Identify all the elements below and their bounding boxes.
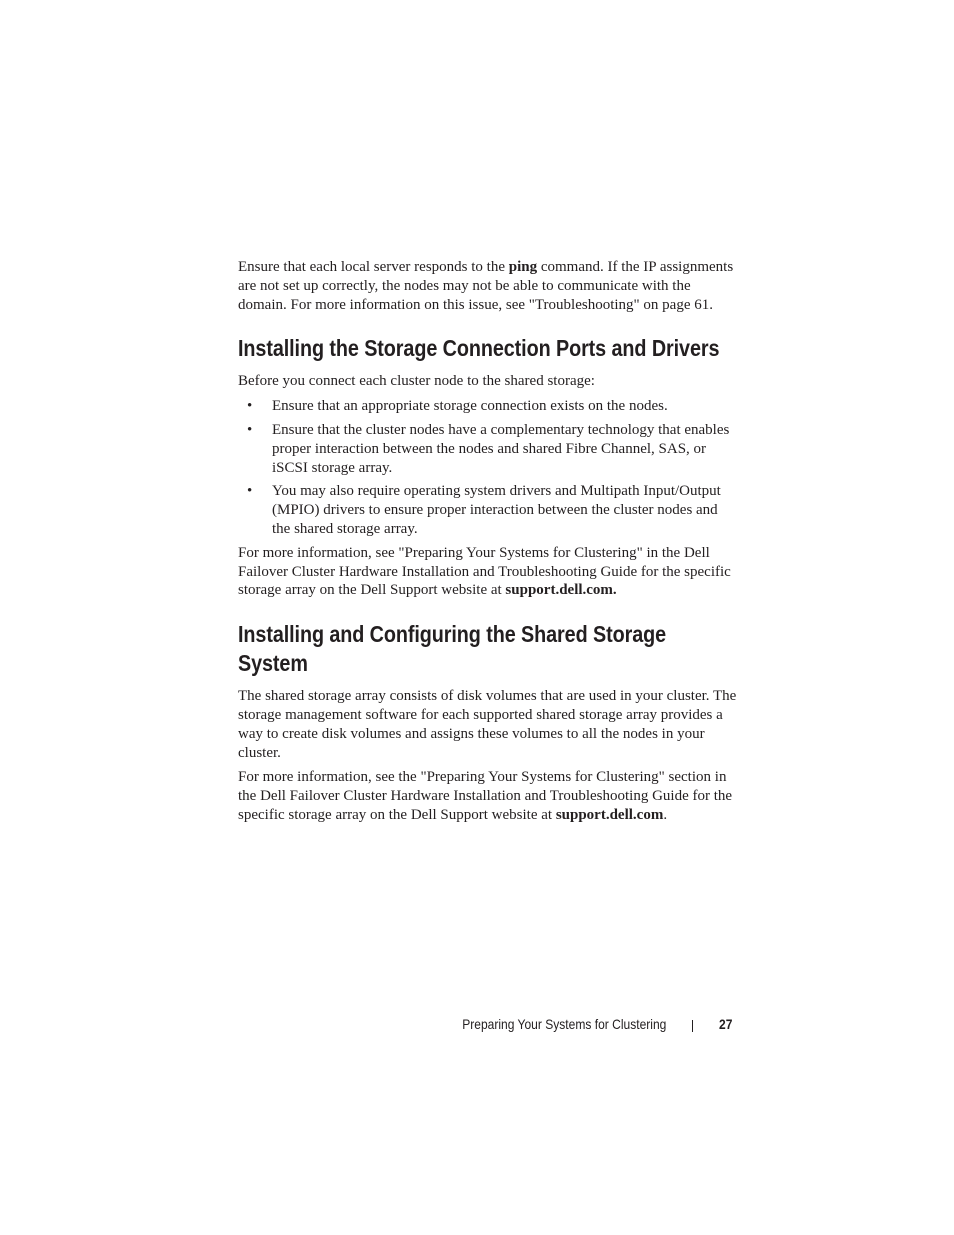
bullet-icon: • (247, 421, 253, 438)
more-info-text: For more information, see "Preparing Your Systems for Clustering" in the Dell Failover Cluster Hardware Installation and Troubleshooting Guide for the specific storage array on the Dell Support website at (238, 544, 731, 599)
section1-more-info (238, 544, 738, 600)
footer-divider (692, 1020, 693, 1032)
page-number: 27 (719, 1016, 733, 1032)
bullet-icon: • (247, 398, 253, 415)
page-content (238, 258, 738, 831)
section1-lead: Before you connect each cluster node to the shared storage: (238, 373, 595, 390)
page-footer (0, 1015, 954, 1035)
section-heading-shared-storage: Installing and Configuring the Shared Storage System (238, 621, 667, 677)
requirements-list (238, 397, 738, 539)
support-link[interactable]: support.dell.com. (505, 582, 617, 599)
list-item-text: Ensure that an appropriate storage connection exists on the nodes. (272, 398, 668, 415)
ping-command: ping (508, 259, 538, 275)
list-item-text: Ensure that the cluster nodes have a complementary technology that enables proper interaction between the nodes and shared Fibre Channel, SAS, or iSCSI storage array. (272, 421, 730, 476)
list-item (238, 397, 738, 416)
list-item-text: You may also require operating system drivers and Multipath Input/Output (MPIO) drivers to ensure proper interaction between the cluster nodes and the shared storage array. (272, 483, 721, 537)
list-item (238, 421, 738, 477)
bullet-icon: • (247, 483, 253, 500)
section-heading-storage-ports: Installing the Storage Connection Ports and Drivers (238, 335, 720, 362)
section2-paragraph: The shared storage array consists of disk volumes that are used in your cluster. The storage management software for each supported shared storage array provides a way to create disk volumes and assigns these volumes to all the nodes in your cluster. (238, 688, 737, 761)
intro-text-continued: command. If the IP assignments are not set up correctly, the nodes may not be able to communicate with the domain. For more information on this issue, see "Troubleshooting" on page 61. (238, 259, 734, 313)
intro-paragraph (238, 258, 738, 314)
support-link[interactable]: support.dell.com (555, 806, 664, 823)
intro-text: Ensure that each local server responds to the (238, 259, 509, 275)
footer-chapter-title: Preparing Your Systems for Clustering (461, 1016, 666, 1032)
list-item (238, 482, 738, 538)
section2-more-info (238, 768, 738, 824)
more-info-text: For more information, see the "Preparing Your Systems for Clustering" section in the Dell Failover Cluster Hardware Installation and Troubleshooting Guide for the specific storage array on the Dell Support website at (238, 769, 733, 823)
trailing-period: . (663, 806, 668, 823)
